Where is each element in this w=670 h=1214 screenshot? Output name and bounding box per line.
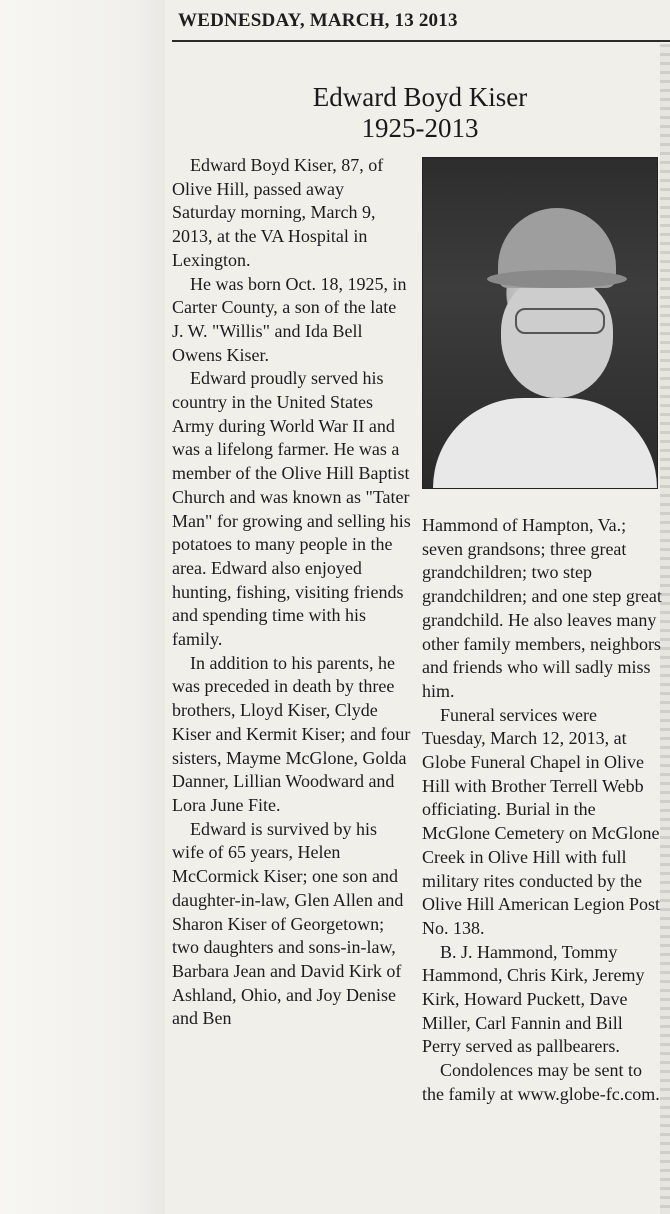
obituary-name: Edward Boyd Kiser (312, 82, 528, 112)
paragraph: B. J. Hammond, Tommy Hammond, Chris Kirk, Jeremy Kirk, Howard Puckett, Dave Miller, Carl Fannin and Bill Perry served as pallbearers. (422, 941, 645, 1057)
obituary-column-right (422, 514, 662, 1107)
paragraph: In addition to his parents, he was preceded in death by three brothers, Lloyd Kiser, Clyde Kiser and Kermit Kiser; and four sisters, Mayme McGlone, Golda Danner, Lillian Woodward and Lora June Fite. (172, 652, 411, 815)
paragraph: Condolences may be sent to the family at www.globe-fc.com. (422, 1060, 660, 1104)
paragraph: Edward proudly served his country in the United States Army during World War II and was a lifelong farmer. He was a member of the Olive Hill Baptist Church and was known as "Tater Man" for growing and selling his potatoes to many people in the area. Edward also enjoyed hunting, fishing, visiting friends and spending time with his family. (172, 368, 411, 650)
paragraph: He was born Oct. 18, 1925, in Carter County, a son of the late J. W. "Willis" and Ida Bell Owens Kiser. (172, 273, 407, 365)
paragraph: Edward is survived by his wife of 65 years, Helen McCormick Kiser; one son and daughter-in-law, Glen Allen and Sharon Kiser of Georgetown; two daughters and sons-in-law, Barbara Jean and David Kirk of Ashland, Ohio, and Joy Denise and Ben (172, 818, 404, 1029)
obituary-years: 1925-2013 (361, 113, 479, 143)
paper-background (0, 0, 165, 1214)
obituary-column-left (172, 154, 412, 1031)
header-rule (172, 40, 670, 42)
dateline: WEDNESDAY, MARCH, 13 2013 (178, 10, 458, 31)
portrait-photo (422, 157, 658, 489)
paragraph: Hammond of Hampton, Va.; seven grandsons; three great grandchildren; two step grandchildren; and one step great grandchild. He also leaves many other family members, neighbors and friends who will sadly miss him. (422, 515, 662, 701)
paragraph: Edward Boyd Kiser, 87, of Olive Hill, passed away Saturday morning, March 9, 2013, at the VA Hospital in Lexington. (172, 155, 384, 270)
paragraph: Funeral services were Tuesday, March 12, 2013, at Globe Funeral Chapel in Olive Hill with Brother Terrell Webb officiating. Burial in the McGlone Cemetery on McGlone Creek in Olive Hill with full military rites conducted by the Olive Hill American Legion Post No. 138. (422, 704, 660, 938)
